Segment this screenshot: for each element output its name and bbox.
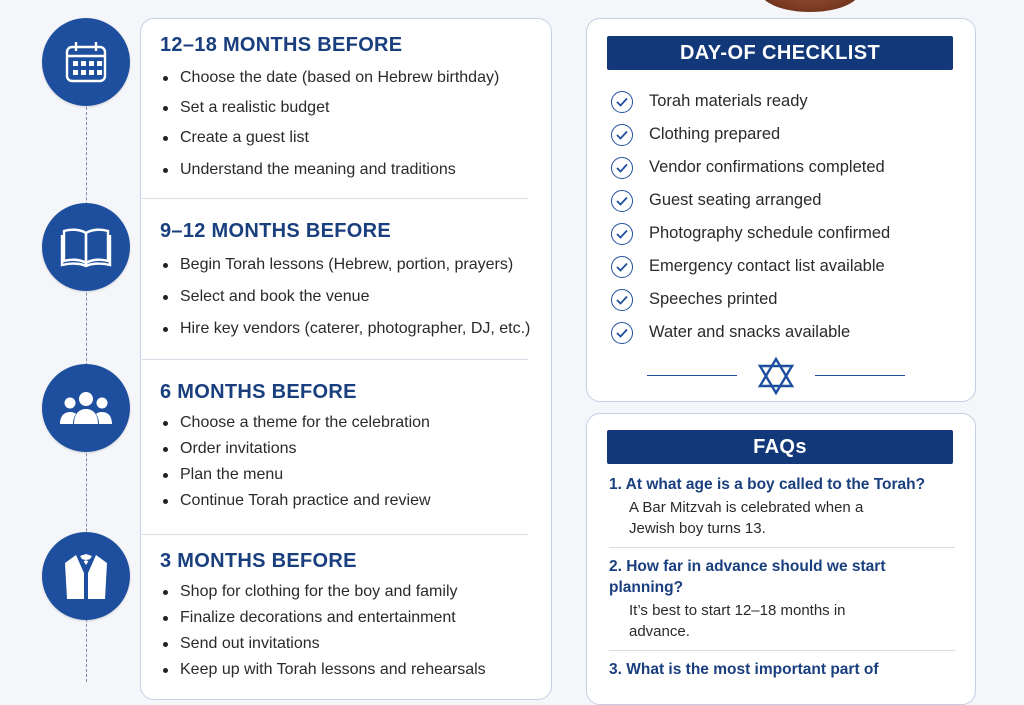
- star-divider: [647, 355, 905, 395]
- star-of-david-icon: [758, 357, 794, 395]
- check-icon: [611, 91, 633, 113]
- list-item: Begin Torah lessons (Hebrew, portion, prayers): [160, 249, 540, 281]
- timeline-section-12-18-months: [160, 34, 540, 187]
- check-icon: [611, 289, 633, 311]
- faq-answer: It’s best to start 12–18 months in advance.: [629, 602, 846, 640]
- faqs-panel: [586, 413, 976, 705]
- divider-line: [647, 375, 737, 376]
- people-icon: [42, 364, 130, 452]
- section-title: 3 MONTHS BEFORE: [160, 550, 357, 572]
- list-item: Set a realistic budget: [160, 93, 540, 123]
- section-title: 9–12 MONTHS BEFORE: [160, 220, 392, 242]
- faq-question: 2. How far in advance should we start planning?: [609, 558, 886, 596]
- section-divider: [142, 359, 528, 360]
- checklist: [611, 85, 890, 349]
- list-item: Choose the date (based on Hebrew birthday): [160, 63, 540, 93]
- check-icon: [611, 223, 633, 245]
- faqs-title: FAQs: [607, 430, 953, 464]
- day-of-checklist-panel: [586, 18, 976, 402]
- checklist-item: [611, 118, 890, 151]
- checklist-item: [611, 151, 890, 184]
- section-title: 6 MONTHS BEFORE: [160, 381, 357, 403]
- faq-item: [609, 659, 955, 688]
- divider-line: [815, 375, 905, 376]
- section-title: 12–18 MONTHS BEFORE: [160, 34, 403, 56]
- suit-icon: [42, 532, 130, 620]
- checklist-item: [611, 85, 890, 118]
- list-item: Keep up with Torah lessons and rehearsals: [160, 657, 540, 683]
- checklist-item-label: Emergency contact list available: [649, 257, 885, 275]
- checklist-item-label: Guest seating arranged: [649, 191, 822, 209]
- list-item: Continue Torah practice and review: [160, 488, 540, 514]
- list-item: Shop for clothing for the boy and family: [160, 579, 540, 605]
- checklist-item: [611, 250, 890, 283]
- faq-answer: A Bar Mitzvah is celebrated when a Jewish boy turns 13.: [629, 499, 864, 537]
- section-divider: [142, 198, 528, 199]
- check-icon: [611, 256, 633, 278]
- list-item: Choose a theme for the celebration: [160, 410, 540, 436]
- faq-question: 1. At what age is a boy called to the Torah?: [609, 476, 926, 493]
- checklist-item-label: Photography schedule confirmed: [649, 224, 891, 242]
- checklist-item-label: Clothing prepared: [649, 125, 781, 143]
- calendar-icon: [42, 18, 130, 106]
- list-item: Select and book the venue: [160, 281, 540, 313]
- decorative-kippah: [760, 0, 860, 12]
- checklist-item-label: Speeches printed: [649, 290, 778, 308]
- check-icon: [611, 157, 633, 179]
- checklist-title: DAY-OF CHECKLIST: [607, 36, 953, 70]
- checklist-item-label: Vendor confirmations completed: [649, 158, 885, 176]
- section-divider: [142, 534, 528, 535]
- check-icon: [611, 124, 633, 146]
- list-item: Order invitations: [160, 436, 540, 462]
- list-item: Plan the menu: [160, 462, 540, 488]
- faq-question: 3. What is the most important part of: [609, 661, 879, 678]
- faq-list: [609, 474, 955, 696]
- checklist-item-label: Torah materials ready: [649, 92, 808, 110]
- checklist-item: [611, 316, 890, 349]
- checklist-item: [611, 184, 890, 217]
- list-item: Create a guest list: [160, 123, 540, 153]
- check-icon: [611, 190, 633, 212]
- checklist-item-label: Water and snacks available: [649, 323, 851, 341]
- list-item: Hire key vendors (caterer, photographer, DJ, etc.): [160, 313, 540, 345]
- faq-item: [609, 474, 955, 548]
- checklist-item: [611, 217, 890, 250]
- faq-item: [609, 556, 955, 651]
- timeline-section-6-months: [160, 381, 540, 514]
- list-item: Understand the meaning and traditions: [160, 153, 540, 187]
- timeline-section-9-12-months: [160, 220, 540, 345]
- book-icon: [42, 203, 130, 291]
- checklist-item: [611, 283, 890, 316]
- list-item: Finalize decorations and entertainment: [160, 605, 540, 631]
- list-item: Send out invitations: [160, 631, 540, 657]
- check-icon: [611, 322, 633, 344]
- timeline-section-3-months: [160, 550, 540, 683]
